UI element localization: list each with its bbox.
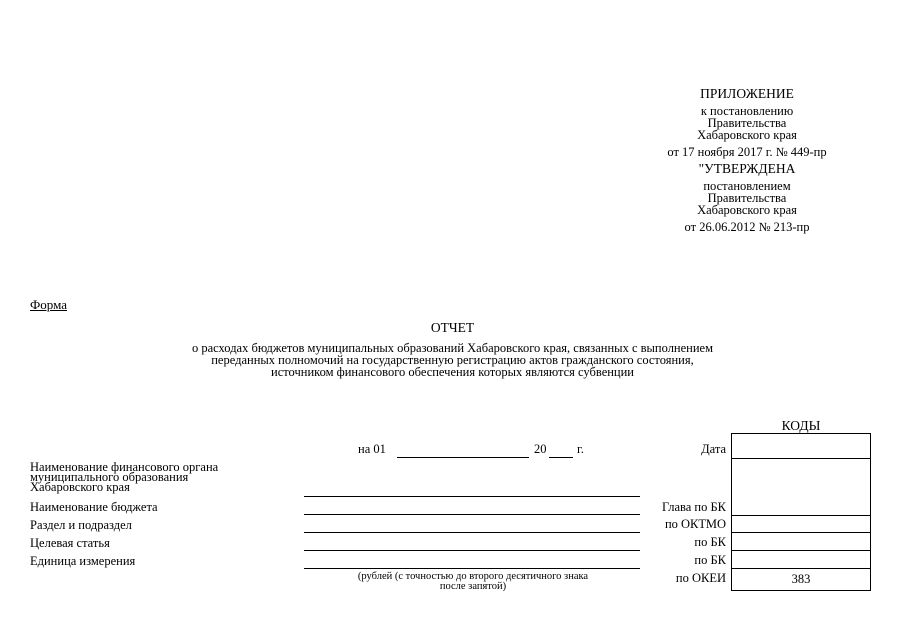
unit-field[interactable] [304, 568, 640, 569]
finance-body-line-2: муниципального образования [30, 470, 189, 484]
resolution-line-1: к постановлению [700, 104, 794, 118]
codes-row-divider-oktmo [732, 532, 870, 533]
finance-body-label [30, 462, 218, 492]
finance-body-field[interactable] [304, 496, 640, 497]
units-note [318, 572, 628, 592]
units-note-line-1: (рублей (с точностью до второго десятичного знака [357, 571, 589, 582]
report-title: ОТЧЕТ [430, 320, 475, 335]
okei-code-value[interactable]: 383 [791, 572, 811, 586]
target-item-label: Целевая статья [30, 536, 110, 550]
approved-line-2: Правительства [707, 191, 787, 205]
units-note-line-2: после запятой) [439, 581, 507, 592]
resolution-date: от 17 ноября 2017 г. № 449-пр [667, 145, 827, 159]
budget-name-field[interactable] [304, 514, 640, 515]
date-suffix: г. [577, 442, 584, 456]
subtitle-line-2: переданных полномочий на государственную регистрацию актов гражданского состояния, [211, 353, 694, 367]
codes-row-divider-bk1 [732, 550, 870, 551]
finance-body-line-1: Наименование финансового органа [30, 460, 219, 474]
target-item-field[interactable] [304, 550, 640, 551]
resolution-line-2: Правительства [707, 116, 787, 130]
code-label-bk-1: по БК [694, 535, 726, 549]
codes-row-divider-bk-head [732, 515, 870, 516]
resolution-line-3: Хабаровского края [697, 128, 797, 142]
subtitle-line-3: источником финансового обеспечения которых являются субвенции [271, 365, 634, 379]
section-field[interactable] [304, 532, 640, 533]
codes-heading: КОДЫ [781, 418, 821, 433]
form-label: Форма [30, 297, 67, 312]
codes-row-divider-date [732, 458, 870, 459]
section-label: Раздел и подраздел [30, 518, 132, 532]
approved-line-3: Хабаровского края [697, 203, 797, 217]
subtitle-line-1: о расходах бюджетов муниципальных образований Хабаровского края, связанных с выполнением [191, 341, 714, 355]
budget-name-label: Наименование бюджета [30, 500, 158, 514]
code-label-bk-2: по БК [694, 553, 726, 567]
appendix-heading: ПРИЛОЖЕНИЕ [700, 86, 794, 101]
code-label-bk-head: Глава по БК [661, 500, 726, 514]
approval-block [648, 88, 846, 233]
finance-body-line-3: Хабаровского края [30, 480, 130, 494]
approved-line-1: постановлением [703, 179, 791, 193]
code-label-oktmo: по ОКТМО [664, 517, 726, 531]
code-label-okei: по ОКЕИ [675, 571, 726, 585]
codes-box [731, 433, 871, 591]
code-label-date: Дата [701, 442, 726, 456]
date-day-month-field[interactable] [397, 457, 529, 458]
approved-heading: "УТВЕРЖДЕНА [698, 161, 796, 176]
unit-label: Единица измерения [30, 554, 136, 568]
date-year-field[interactable] [549, 457, 573, 458]
approved-date: от 26.06.2012 № 213-пр [684, 220, 810, 234]
date-year-prefix: 20 [534, 442, 547, 456]
date-prefix: на 01 [358, 442, 386, 456]
codes-row-divider-bk2 [732, 568, 870, 569]
report-subtitle [100, 342, 805, 378]
